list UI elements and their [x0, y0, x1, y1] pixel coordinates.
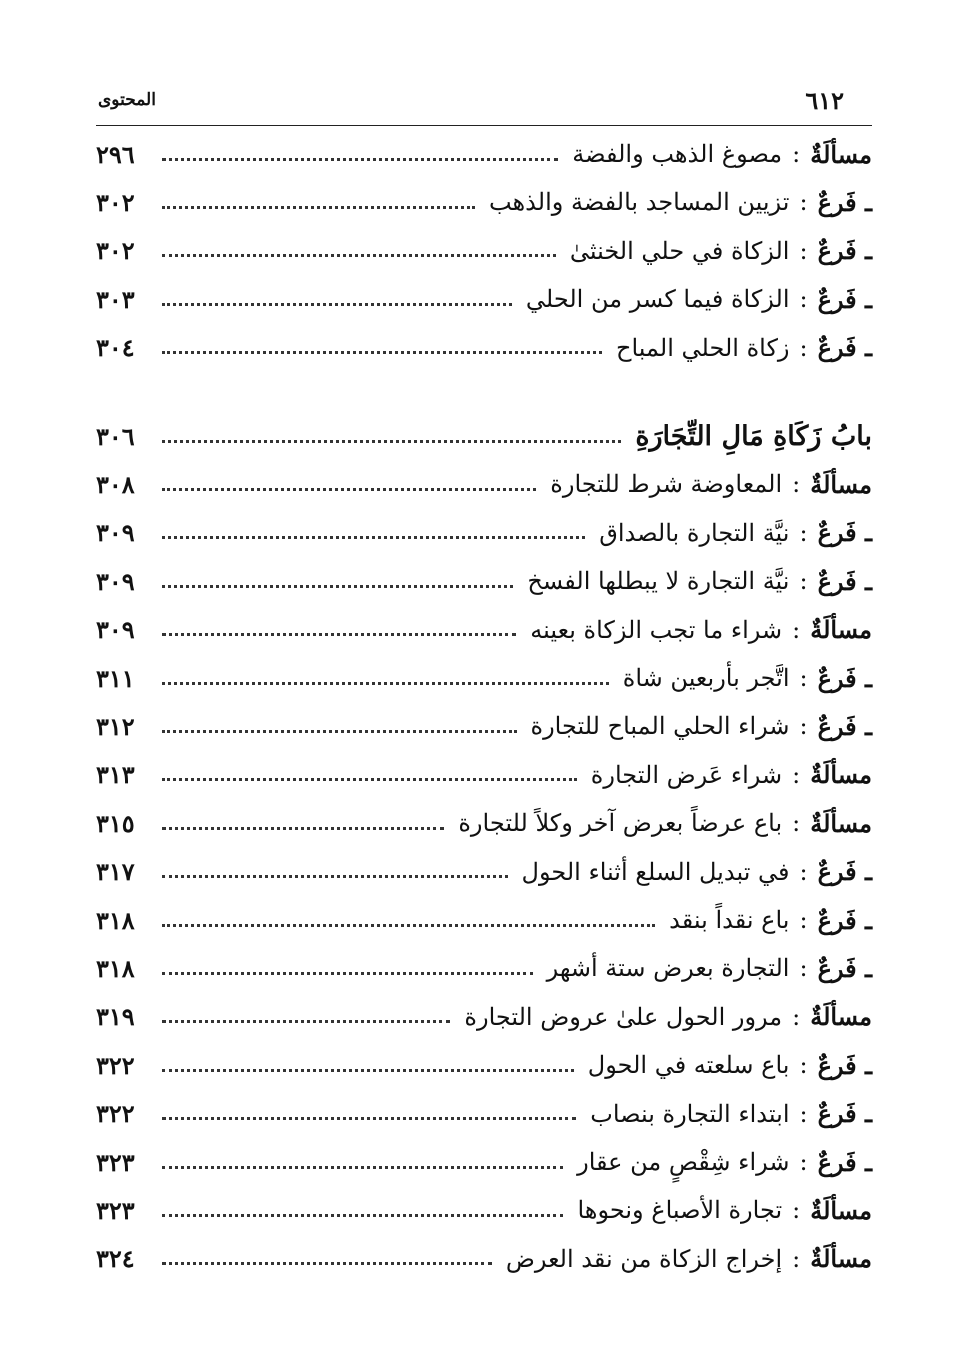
- entry-separator: :: [799, 712, 808, 741]
- toc-entry[interactable]: [96, 799, 872, 847]
- entry-page-number: ٣٠٩: [96, 615, 135, 645]
- entry-type-label: ـ فَرعٌ: [817, 566, 872, 596]
- dot-leader: [162, 488, 536, 491]
- entry-separator: :: [799, 333, 808, 362]
- entry-separator: :: [799, 857, 808, 886]
- dot-leader: [162, 254, 556, 257]
- entry-title: ابتداء التجارة بنصاب: [590, 1099, 790, 1128]
- dot-leader: [162, 924, 655, 927]
- dot-leader: [162, 778, 577, 781]
- entry-page-number: ٣١٢: [96, 711, 135, 741]
- entry-separator: :: [799, 567, 808, 596]
- entry-page-number: ٣٢٣: [96, 1147, 135, 1177]
- entry-title: مصوغ الذهب والفضة: [572, 140, 783, 168]
- header-rule: [96, 125, 872, 126]
- entry-page-number: ٣٠٩: [96, 518, 135, 548]
- entry-type-label: مسألَةٌ: [810, 139, 872, 169]
- entry-title: شراء ما تجب الزكاة بعينه: [530, 615, 783, 644]
- entry-separator: :: [799, 518, 808, 547]
- toc-entry[interactable]: [96, 275, 872, 323]
- entry-separator: :: [792, 1196, 801, 1225]
- dot-leader: [162, 1020, 450, 1023]
- toc-entry[interactable]: [96, 1041, 872, 1089]
- dot-leader: [162, 1214, 563, 1217]
- entry-separator: :: [799, 188, 808, 217]
- entry-separator: :: [799, 1099, 808, 1128]
- dot-leader: [162, 827, 444, 830]
- entry-type-label: مسألَةٌ: [810, 469, 872, 499]
- toc-entry[interactable]: [96, 751, 872, 799]
- dot-leader: [162, 1117, 576, 1120]
- entry-separator: :: [799, 906, 808, 934]
- entry-page-number: ٣٠٩: [96, 566, 135, 596]
- entry-title: باع نقداً بنقد: [669, 906, 790, 934]
- entry-separator: :: [792, 615, 801, 644]
- entry-type-label: مسألَةٌ: [810, 1195, 872, 1225]
- entry-type-label: مسألَةٌ: [810, 808, 872, 838]
- toc-entry[interactable]: [96, 324, 872, 372]
- dot-leader: [162, 1069, 574, 1072]
- toc-entry[interactable]: [96, 654, 872, 702]
- toc-entry[interactable]: [96, 227, 872, 275]
- entry-title: باع عرضاً بعرض آخر وكلاً للتجارة: [458, 809, 783, 838]
- dot-leader: [162, 440, 621, 443]
- toc-entry[interactable]: [96, 1235, 872, 1283]
- entry-type-label: ـ فَرعٌ: [817, 236, 872, 266]
- entry-separator: :: [799, 236, 808, 265]
- toc-entry[interactable]: [96, 896, 872, 944]
- entry-separator: :: [792, 760, 801, 789]
- entry-title: الزكاة فيما كسر من الحلي: [525, 285, 790, 314]
- entry-separator: :: [799, 954, 808, 983]
- entry-type-label: ـ فَرعٌ: [817, 333, 872, 363]
- entry-type-label: ـ فَرعٌ: [817, 711, 872, 741]
- entry-type-label: ـ فَرعٌ: [817, 1147, 872, 1177]
- toc-entry[interactable]: [96, 509, 872, 557]
- toc-entry[interactable]: [96, 993, 872, 1041]
- entry-title: مرور الحول علىٰ عروض التجارة: [464, 1002, 783, 1031]
- entry-page-number: ٣٠٣: [96, 284, 135, 314]
- dot-leader: [162, 536, 585, 539]
- dot-leader: [162, 875, 508, 878]
- entry-separator: :: [799, 1051, 808, 1080]
- entry-type-label: مسألَةٌ: [810, 1002, 872, 1032]
- dot-leader: [162, 1262, 492, 1265]
- dot-leader: [162, 972, 533, 975]
- entry-separator: :: [799, 1148, 808, 1176]
- entry-page-number: ٣١٧: [96, 857, 135, 887]
- entry-page-number: ٣١٨: [96, 905, 135, 935]
- entry-type-label: ـ فَرعٌ: [817, 1099, 872, 1129]
- entry-type-label: ـ فَرعٌ: [817, 953, 872, 983]
- page-number: ٦١٢: [805, 86, 844, 115]
- entry-page-number: ٣٢٢: [96, 1050, 135, 1080]
- entry-title: إخراج الزكاة من نقد العرض: [505, 1244, 783, 1273]
- entry-separator: :: [792, 809, 801, 838]
- entry-type-label: مسألَةٌ: [810, 1244, 872, 1274]
- entry-type-label: ـ فَرعٌ: [817, 905, 872, 935]
- toc-entry[interactable]: [96, 178, 872, 226]
- running-title: المحتوى: [98, 90, 156, 110]
- toc-entry[interactable]: [96, 944, 872, 992]
- entry-separator: :: [792, 1244, 801, 1273]
- entry-page-number: ٣١٣: [96, 760, 135, 790]
- entry-separator: :: [799, 664, 808, 692]
- toc-entry[interactable]: [96, 606, 872, 654]
- toc-entry[interactable]: [96, 1090, 872, 1138]
- entry-type-label: ـ فَرعٌ: [817, 1050, 872, 1080]
- entry-type-label: ـ فَرعٌ: [817, 284, 872, 314]
- entry-title: التجارة بعرض ستة أشهر: [546, 954, 790, 983]
- page-header: [96, 84, 872, 124]
- entry-page-number: ٣٠٨: [96, 469, 135, 499]
- entry-page-number: ٣٠٢: [96, 187, 135, 217]
- toc-entry[interactable]: [96, 1186, 872, 1234]
- entry-title: اتَّجر بأربعين شاة: [622, 664, 790, 692]
- entry-page-number: ٣٢٤: [96, 1244, 135, 1274]
- toc-entry[interactable]: [96, 557, 872, 605]
- dot-leader: [162, 351, 602, 354]
- toc-entry[interactable]: [96, 702, 872, 750]
- entry-title: باع سلعته في الحول: [587, 1051, 790, 1080]
- entry-type-label: ـ فَرعٌ: [817, 187, 872, 217]
- entry-page-number: ٣٠٢: [96, 236, 135, 266]
- toc-entry[interactable]: [96, 848, 872, 896]
- entry-title: شراء عَرض التجارة: [590, 760, 783, 789]
- entry-page-number: ٣٢٣: [96, 1195, 135, 1225]
- dot-leader: [162, 1166, 563, 1169]
- dot-leader: [162, 633, 516, 636]
- entry-page-number: ٣١٩: [96, 1002, 135, 1032]
- entry-page-number: ٣٢٢: [96, 1099, 135, 1129]
- chapter-heading-row[interactable]: [96, 412, 872, 460]
- entry-type-label: ـ فَرعٌ: [817, 518, 872, 548]
- entry-title: الزكاة في حلي الخنثىٰ: [569, 236, 790, 265]
- entry-separator: :: [792, 140, 801, 168]
- entry-separator: :: [792, 470, 801, 499]
- entry-title: شراء شِقْصٍ من عقار: [577, 1148, 790, 1176]
- entry-separator: :: [792, 1002, 801, 1031]
- entry-page-number: ٣١٨: [96, 953, 135, 983]
- entry-type-label: ـ فَرعٌ: [817, 663, 872, 693]
- entry-title: نيَّة التجارة بالصداق: [599, 518, 790, 547]
- entry-page-number: ٣١١: [96, 663, 135, 693]
- dot-leader: [162, 303, 512, 306]
- dot-leader: [162, 206, 475, 209]
- entry-type-label: مسألَةٌ: [810, 760, 872, 790]
- entry-title: في تبديل السلع أثناء الحول: [521, 857, 790, 886]
- entry-title: زكاة الحلي المباح: [616, 333, 790, 362]
- entry-title: نيَّة التجارة لا يبطلها الفسخ: [527, 567, 790, 596]
- dot-leader: [162, 682, 609, 685]
- entry-page-number: ٣٠٦: [96, 421, 135, 451]
- entry-title: شراء الحلي المباح للتجارة: [530, 712, 790, 741]
- entry-title: تزيين المساجد بالفضة والذهب: [488, 188, 790, 217]
- entry-separator: :: [799, 285, 808, 314]
- entry-title: المعاوضة شرط للتجارة: [550, 470, 783, 499]
- toc-entry[interactable]: [96, 460, 872, 508]
- entry-page-number: ٣١٥: [96, 808, 135, 838]
- entry-type-label: مسألَةٌ: [810, 615, 872, 645]
- dot-leader: [162, 730, 517, 733]
- entry-type-label: ـ فَرعٌ: [817, 857, 872, 887]
- toc-entry[interactable]: [96, 1138, 872, 1186]
- dot-leader: [162, 585, 513, 588]
- entry-page-number: ٣٠٤: [96, 333, 135, 363]
- dot-leader: [162, 158, 558, 161]
- chapter-title: بابُ زَكَاةِ مَالِ التِّجَارَةِ: [635, 420, 872, 452]
- entry-title: تجارة الأصباغ ونحوها: [577, 1196, 783, 1225]
- toc-entry[interactable]: [96, 130, 872, 178]
- entry-page-number: ٢٩٦: [96, 139, 135, 169]
